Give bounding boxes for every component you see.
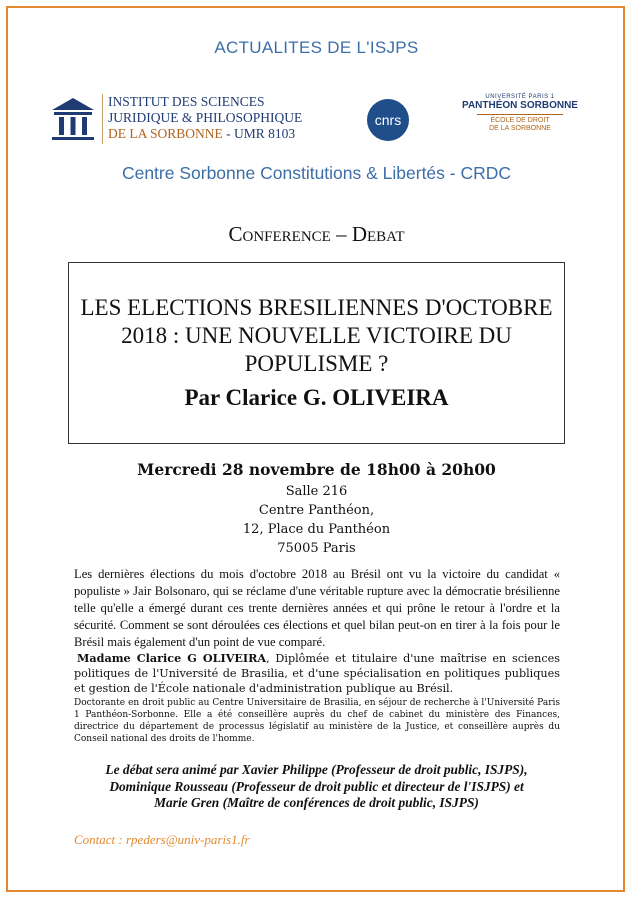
- header-title: ACTUALITES DE L'ISJPS: [214, 38, 419, 57]
- isjps-line-3-name: DE LA SORBONNE: [108, 126, 223, 141]
- sorbonne-school-1: ÉCOLE DE DROIT: [490, 117, 550, 124]
- sorbonne-university: UNIVERSITÉ PARIS 1: [485, 94, 555, 100]
- speaker-bio: [74, 651, 560, 696]
- event-type: Conference – Debat: [228, 222, 405, 246]
- logo-separator: [102, 94, 103, 144]
- isjps-line-3: [108, 126, 302, 142]
- isjps-wordmark: [108, 94, 302, 142]
- description-paragraph: Les dernières élections du mois d'octobre 2018 au Brésil ont vu la victoire du candidat « populiste » Jair Bolsonaro, qui se réclame d'une véritable rupture avec la démocratie brésilienne telle qu'elle a émergé durant ces trente dernières années et qui prône le retour à l'ordre et la sécurité. Comment se sont déroulées ces élections et quel bilan peut-on en tirer à la fois pour le Brésil mais également d'un point de vue comparé.: [74, 567, 560, 649]
- isjps-line-1: INSTITUT DES SCIENCES: [108, 94, 265, 109]
- sorbonne-school-2: DE LA SORBONNE: [489, 125, 551, 132]
- centre-name: Centre Sorbonne Constitutions & Libertés - CRDC: [121, 163, 512, 183]
- moderators: [0, 762, 633, 812]
- cnrs-logo-text: cnrs: [374, 112, 402, 128]
- event-date: Mercredi 28 novembre de 18h00 à 20h00: [137, 460, 496, 479]
- speaker-bio-details: Doctorante en droit public au Centre Universitaire de Brasilia, en séjour de recherche à l'Université Paris 1 Panthéon-Sorbonne. Elle a été conseillère auprès du chef de cabinet du ministère des Finances, directrice du département de processus législatif au ministère de la Justice, et conseillère auprès du Conseil national des droits de l'homme.: [74, 698, 560, 744]
- speaker-bio-text: , Diplômée et titulaire d'une maîtrise en sciences politiques de l'Université de Brasilia, et d'une spécialisation en politiques publiques et gestion de l'École nationale d'administration publique au Brésil.: [74, 652, 561, 695]
- moderators-line-2: Dominique Rousseau (Professeur de droit public et directeur de l'ISJPS) et: [109, 778, 524, 794]
- title-box: [68, 262, 565, 444]
- talk-title-line-1: LES ELECTIONS BRESILIENNES D'OCTOBRE: [80, 295, 553, 320]
- sorbonne-name: PANTHÉON SORBONNE: [462, 100, 578, 111]
- speaker-bio-name: Madame Clarice G OLIVEIRA: [77, 651, 267, 665]
- talk-title-line-2: 2018 : UNE NOUVELLE VICTOIRE DU: [121, 323, 512, 348]
- venue-street: 12, Place du Panthéon: [242, 522, 391, 537]
- sorbonne-divider: [477, 114, 563, 115]
- isjps-line-3-code: - UMR 8103: [222, 126, 296, 141]
- isjps-line-2: JURIDIQUE & PHILOSOPHIQUE: [108, 110, 303, 125]
- talk-title: [69, 294, 564, 378]
- venue-room: Salle 216: [285, 484, 348, 499]
- sorbonne-logo: [458, 94, 582, 133]
- institute-building-icon: [50, 96, 96, 142]
- venue-building: Centre Panthéon,: [258, 503, 375, 518]
- moderators-line-3: Marie Gren (Maître de conférences de droit public, ISJPS): [154, 795, 479, 810]
- talk-title-line-3: POPULISME ?: [244, 351, 389, 376]
- speaker-name: Par Clarice G. OLIVEIRA: [184, 385, 449, 410]
- moderators-line-1: Le débat sera animé par Xavier Philippe (Professeur de droit public, ISJPS),: [105, 762, 528, 777]
- cnrs-logo: [366, 98, 410, 142]
- contact-email: Contact : rpeders@univ-paris1.fr: [74, 832, 250, 847]
- venue: [0, 482, 633, 558]
- venue-city: 75005 Paris: [277, 541, 356, 556]
- isjps-logo: [50, 94, 303, 146]
